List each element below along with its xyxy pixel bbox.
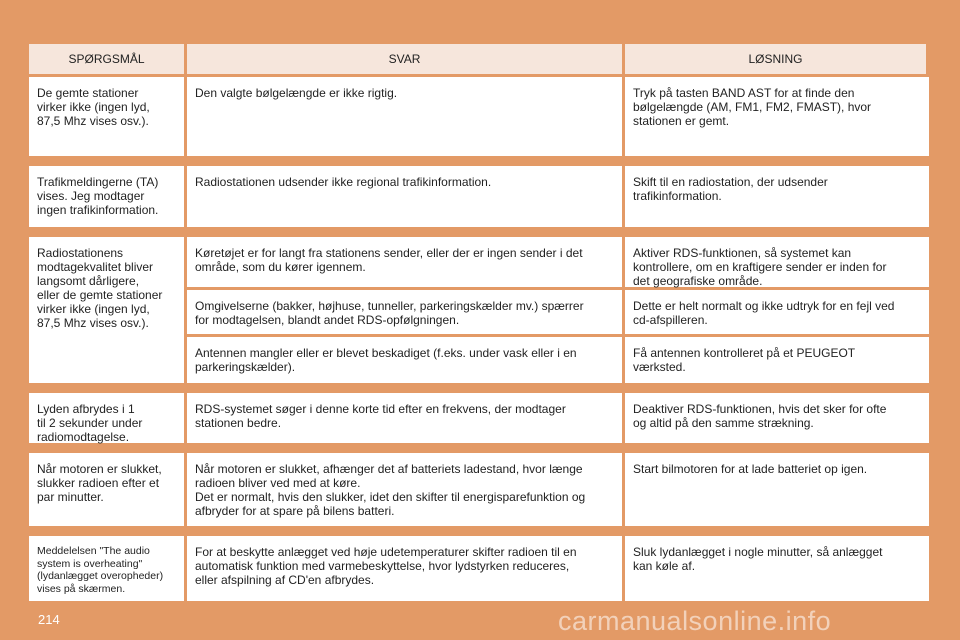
watermark: carmanualsonline.info (558, 606, 832, 636)
question-cell: Trafikmeldingerne (TA) vises. Jeg modtager ingen trafikinformation. (29, 166, 184, 227)
answer-cell: For at beskytte anlægget ved høje udetemperaturer skifter radioen til en automatisk funktion med varmebeskyttelse, hvor lydstyrken reduceres, eller afspilning af CD'en afbrydes. (187, 536, 622, 601)
question-cell: De gemte stationer virker ikke (ingen lyd, 87,5 Mhz vises osv.). (29, 77, 184, 156)
table-row (187, 453, 929, 526)
table-row (187, 77, 929, 156)
table-group (29, 237, 929, 383)
answer-cell: Antennen mangler eller er blevet beskadiget (f.eks. under vask eller i en parkeringskælder). (187, 337, 622, 383)
question-cell: Radiostationens modtagekvalitet bliver langsomt dårligere, eller de gemte stationer virker ikke (ingen lyd, 87,5 Mhz vises osv.). (29, 237, 184, 383)
question-cell: Meddelelsen "The audio system is overheating" (lydanlægget overopheder) vises på skærmen. (29, 536, 184, 601)
solution-cell: Start bilmotoren for at lade batteriet op igen. (625, 453, 929, 526)
table-row (187, 237, 929, 287)
table-group (29, 536, 929, 601)
table-row (187, 536, 929, 601)
table-group (29, 393, 929, 443)
faq-table (29, 44, 929, 601)
solution-cell: Dette er helt normalt og ikke udtryk for en fejl ved cd-afspilleren. (625, 290, 929, 334)
table-group (29, 77, 929, 156)
solution-cell: Deaktiver RDS-funktionen, hvis det sker for ofte og altid på den samme strækning. (625, 393, 929, 443)
table-header (29, 44, 929, 74)
answer-cell: RDS-systemet søger i denne korte tid efter en frekvens, der modtager stationen bedre. (187, 393, 622, 443)
answer-cell: Omgivelserne (bakker, højhuse, tunneller, parkeringskælder mv.) spærrer for modtagelsen, blandt andet RDS-opfølgningen. (187, 290, 622, 334)
table-row (187, 166, 929, 227)
answer-cell: Køretøjet er for langt fra stationens sender, eller der er ingen sender i det område, som du kører igennem. (187, 237, 622, 287)
answer-cell: Når motoren er slukket, afhænger det af batteriets ladestand, hvor længe radioen bliver ved med at køre. Det er normalt, hvis den slukker, idet den skifter til energisparefunktion og afbryder for at spare på bilens batteri. (187, 453, 622, 526)
header-question: SPØRGSMÅL (29, 44, 184, 74)
table-group (29, 166, 929, 227)
page-number: 214 (38, 612, 60, 627)
solution-cell: Aktiver RDS-funktionen, så systemet kan kontrollere, om en kraftigere sender er inden for det geografiske område. (625, 237, 929, 287)
question-cell: Lyden afbrydes i 1 til 2 sekunder under radiomodtagelse. (29, 393, 184, 443)
question-cell: Når motoren er slukket, slukker radioen efter et par minutter. (29, 453, 184, 526)
solution-cell: Sluk lydanlægget i nogle minutter, så anlægget kan køle af. (625, 536, 929, 601)
table-row (187, 393, 929, 443)
table-row (187, 290, 929, 334)
solution-cell: Tryk på tasten BAND AST for at finde den bølgelængde (AM, FM1, FM2, FMAST), hvor stationen er gemt. (625, 77, 929, 156)
answer-cell: Den valgte bølgelængde er ikke rigtig. (187, 77, 622, 156)
table-row (187, 337, 929, 383)
header-answer: SVAR (187, 44, 622, 74)
answer-cell: Radiostationen udsender ikke regional trafikinformation. (187, 166, 622, 227)
table-group (29, 453, 929, 526)
solution-cell: Skift til en radiostation, der udsender trafikinformation. (625, 166, 929, 227)
header-solution: LØSNING (625, 44, 926, 74)
solution-cell: Få antennen kontrolleret på et PEUGEOT værksted. (625, 337, 929, 383)
